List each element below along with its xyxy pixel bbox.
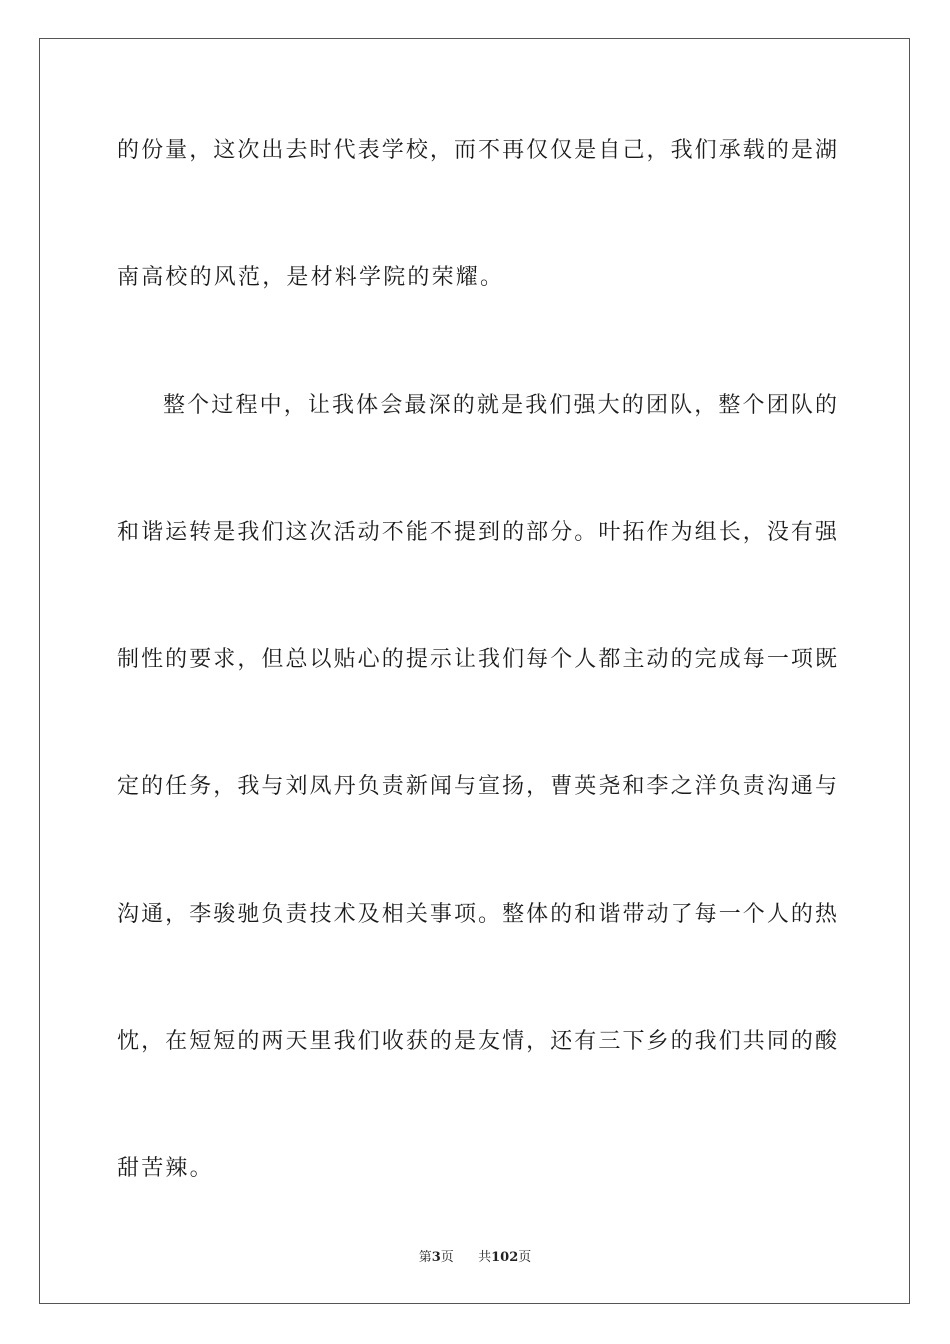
text-line-3: 整个过程中，让我体会最深的就是我们强大的团队，整个团队的 — [163, 392, 837, 418]
text-line-4: 和谐运转是我们这次活动不能不提到的部分。叶拓作为组长，没有强 — [117, 519, 837, 545]
page-number-label — [419, 1246, 454, 1265]
page-number: 3 — [431, 1250, 441, 1265]
text-line-1: 的份量，这次出去时代表学校，而不再仅仅是自己，我们承载的是湖 — [117, 138, 837, 163]
text-line-5: 制性的要求，但总以贴心的提示让我们每个人都主动的完成每一项既 — [117, 647, 837, 673]
text-line-8: 忱，在短短的两天里我们收获的是友情，还有三下乡的我们共同的酸 — [117, 1029, 837, 1055]
total-pages-label — [478, 1246, 531, 1265]
total-suffix: 页 — [518, 1250, 532, 1265]
page-suffix: 页 — [440, 1250, 454, 1265]
page-prefix: 第 — [418, 1250, 432, 1265]
text-line-6: 定的任务，我与刘凤丹负责新闻与宣扬，曹英尧和李之洋负责沟通与 — [117, 774, 837, 800]
text-line-7: 沟通，李骏驰负责技术及相关事项。整体的和谐带动了每一个人的热 — [117, 901, 837, 927]
text-line-9: 甜苦辣。 — [117, 1156, 214, 1182]
text-line-2: 南高校的风范，是材料学院的荣耀。 — [117, 265, 505, 291]
total-prefix: 共 — [478, 1250, 492, 1265]
document-body — [117, 124, 837, 1270]
page-footer — [0, 1246, 950, 1265]
total-number: 102 — [491, 1250, 519, 1265]
